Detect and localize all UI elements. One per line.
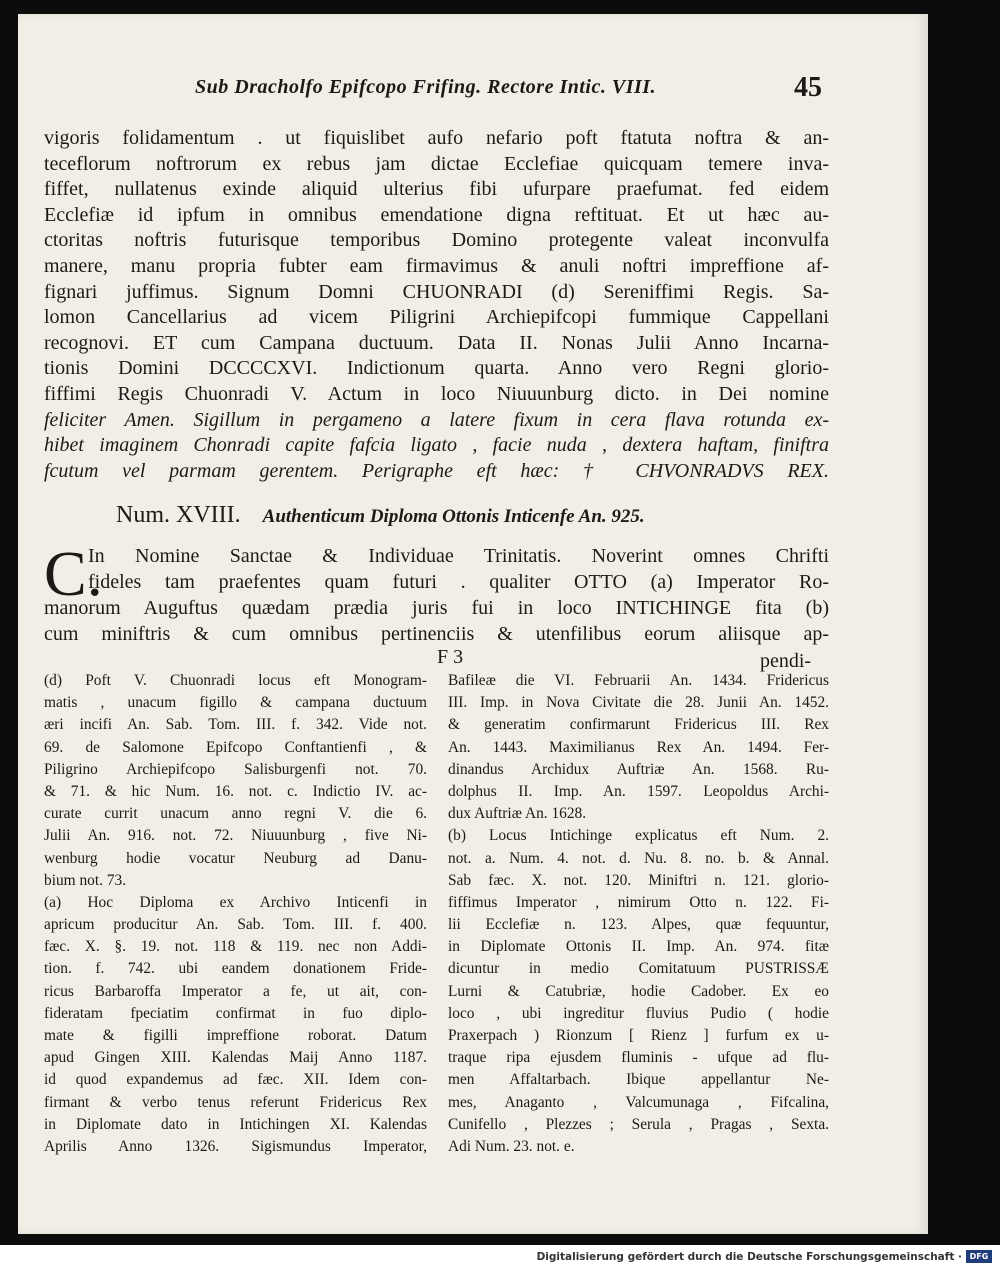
text-line: tionis Domini DCCCCXVI. Indictionum quarta. Anno vero Regni glorio- — [44, 357, 829, 380]
note-line: Adi Num. 23. not. e. — [448, 1137, 575, 1155]
footnotes-left-column — [44, 670, 427, 1158]
signature-mark: F 3 — [437, 646, 464, 668]
charter-text-indented — [88, 543, 829, 595]
note-line: Praxerpach ) Rionzum [ Rienz ] furfum ex u- — [448, 1027, 829, 1044]
drop-initial: C. — [44, 538, 103, 609]
note-line: matis , unacum figillo & campana ductuum — [44, 694, 427, 712]
note-line: wenburg hodie vocatur Neuburg ad Danu- — [44, 849, 427, 867]
note-line: lii Ecclefiæ n. 123. Alpes, quæ fequuntur, — [448, 916, 829, 934]
text-line: manere, manu propria fubter eam firmavimus & anuli noftri impreffione af- — [44, 254, 829, 277]
funding-credit: Digitalisierung gefördert durch die Deutsche Forschungsgemeinschaft · — [536, 1251, 962, 1263]
note-line: tion. f. 742. ubi eandem donationem Fride- — [44, 960, 427, 978]
note-line: men Affaltarbach. Ibique appellantur Ne- — [448, 1071, 829, 1089]
note-line: & 71. & hic Num. 16. not. c. Indictio IV. ac- — [44, 782, 427, 800]
note-line: & generatim confirmarunt Fridericus III. Rex — [448, 716, 829, 734]
note-line: Julii An. 916. not. 72. Niuuunburg , five Ni- — [44, 827, 427, 845]
note-line: bium not. 73. — [44, 871, 127, 889]
note-line: ricus Barbaroffa Imperator a fe, ut ait, con- — [44, 982, 427, 1000]
text-line: teceflorum noftrorum ex rebus jam dictae Ecclefiae quicquam temere inva- — [44, 152, 829, 175]
note-line: Piligrino Archiepifcopo Salisburgenfi not. 70. — [44, 760, 427, 778]
document-heading — [116, 502, 816, 532]
note-line: Lurni & Catubriæ, hodie Cadober. Ex eo — [448, 982, 829, 1000]
note-line: id quod expandemus ad fæc. XII. Idem con- — [44, 1071, 427, 1089]
note-line: dicuntur in medio Comitatuum PUSTRISSÆ — [448, 960, 829, 978]
running-head — [0, 64, 930, 104]
note-line: fiffimus Imperator , nimirum Otto n. 122. Fi- — [448, 893, 829, 911]
note-line: curate currit unacum anno regni V. die 6. — [44, 805, 427, 823]
note-line: (b) Locus Intichinge explicatus eft Num. 2. — [448, 827, 829, 845]
note-line: Aprilis Anno 1326. Sigismundus Imperator, — [44, 1137, 427, 1155]
note-line: apud Gingen XIII. Kalendas Maij Anno 1187. — [44, 1049, 427, 1067]
text-line: cum miniftris & cum omnibus pertinenciis & utenfilibus eorum aliisque ap- — [44, 623, 829, 645]
text-line: manorum Auguftus quædam prædia juris fui in loco INTICHINGE fita (b) — [44, 597, 829, 619]
footer-bar — [0, 1245, 1000, 1270]
note-line: 69. de Salomone Epifcopo Conftantienfi , & — [44, 738, 427, 756]
note-line: apricum producitur An. Sab. Tom. III. f. 400. — [44, 916, 427, 934]
document-number: Num. XVIII. — [116, 502, 241, 528]
text-line: vigoris folidamentum . ut fiquislibet aufo nefario poft ftatuta noftra & an- — [44, 127, 829, 149]
body-text — [44, 126, 829, 484]
text-line: fignari juffimus. Signum Domni CHUONRADI (d) Sereniffimi Regis. Sa- — [44, 280, 829, 303]
note-line: fæc. X. §. 19. not. 118 & 119. nec non Addi- — [44, 938, 427, 956]
note-line: fideratam fpeciatim confirmat in fuo diplo- — [44, 1004, 427, 1022]
text-line: Ecclefiæ id ipfum in omnibus emendatione digna reftituat. Et ut hæc au- — [44, 203, 829, 226]
charter-text — [44, 595, 829, 647]
note-line: firmant & verbo tenus referunt Fridericus Rex — [44, 1093, 427, 1111]
note-line: dolphus II. Imp. An. 1597. Leopoldus Archi- — [448, 782, 829, 800]
note-line: (a) Hoc Diploma ex Archivo Inticenfi in — [44, 893, 427, 911]
note-line: traque ripa ejusdem fluminis - ufque ad flu- — [448, 1049, 829, 1067]
note-line: loco , ubi ingreditur fluvius Pudio ( hodie — [448, 1004, 829, 1022]
page-number: 45 — [794, 72, 822, 103]
text-line: ctoritas noftris futurisque temporibus Domino protegente valeat inconvulfa — [44, 229, 829, 252]
dfg-logo: DFG — [966, 1250, 992, 1263]
note-line: Sab fæc. X. not. 120. Miniftri n. 121. glorio- — [448, 871, 829, 889]
text-line: lomon Cancellarius ad vicem Piligrini Archiepifcopi fummique Cappellani — [44, 306, 829, 329]
catchword: pendi- — [760, 650, 812, 672]
text-line: fideles tam praefentes quam futuri . qualiter OTTO (a) Imperator Ro- — [88, 571, 829, 593]
note-line: dinandus Archidux Auftriæ An. 1568. Ru- — [448, 760, 829, 778]
text-line: fiffimi Regis Chuonradi V. Actum in loco Niuuunburg dicto. in Dei nomine — [44, 382, 829, 405]
note-line: III. Imp. in Nova Civitate die 28. Junii An. 1452. — [448, 694, 829, 712]
note-line: not. a. Num. 4. not. d. Nu. 8. no. b. & Annal. — [448, 849, 829, 867]
document-title: Authenticum Diploma Ottonis Inticenfe An. 925. — [262, 506, 645, 527]
text-line: feliciter Amen. Sigillum in pergameno a latere fixum in cera flava rotunda ex- — [44, 408, 829, 431]
text-line: hibet imaginem Chonradi capite fafcia ligato , facie nuda , dextera haftam, finiftra — [44, 434, 829, 457]
text-line: fcutum vel parmam gerentem. Perigraphe eft hæc: † CHVONRADVS REX. — [44, 459, 829, 482]
running-title: Sub Dracholfo Epifcopo Frifing. Rectore Intic. VIII. — [195, 76, 657, 98]
note-line: Cunifello , Plezzes ; Serula , Pragas , Sexta. — [448, 1115, 829, 1133]
note-line: in Diplomate dato in Intichingen XI. Kalendas — [44, 1115, 427, 1133]
note-line: Bafileæ die VI. Februarii An. 1434. Fridericus — [448, 672, 829, 689]
text-line: In Nomine Sanctae & Individuae Trinitatis. Noverint omnes Chrifti — [88, 545, 829, 567]
note-line: in Diplomate Ottonis II. Imp. An. 974. fitæ — [448, 938, 829, 956]
note-line: æri incifi An. Sab. Tom. III. f. 342. Vide not. — [44, 716, 427, 734]
note-line: An. 1443. Maximilianus Rex An. 1494. Fer- — [448, 738, 829, 756]
text-line: fiffet, nullatenus exinde aliquid ulterius fibi ufurpare praefumat. fed eidem — [44, 178, 829, 201]
note-line: (d) Poft V. Chuonradi locus eft Monogram- — [44, 672, 427, 689]
note-line: mate & figilli impreffione roborat. Datum — [44, 1027, 427, 1044]
note-line: mes, Anaganto , Valcumunaga , Fifcalina, — [448, 1093, 829, 1111]
note-line: dux Auftriæ An. 1628. — [448, 805, 587, 823]
text-line: recognovi. ET cum Campana ductuum. Data II. Nonas Julii Anno Incarna- — [44, 331, 829, 354]
footnotes-right-column — [448, 670, 829, 1158]
